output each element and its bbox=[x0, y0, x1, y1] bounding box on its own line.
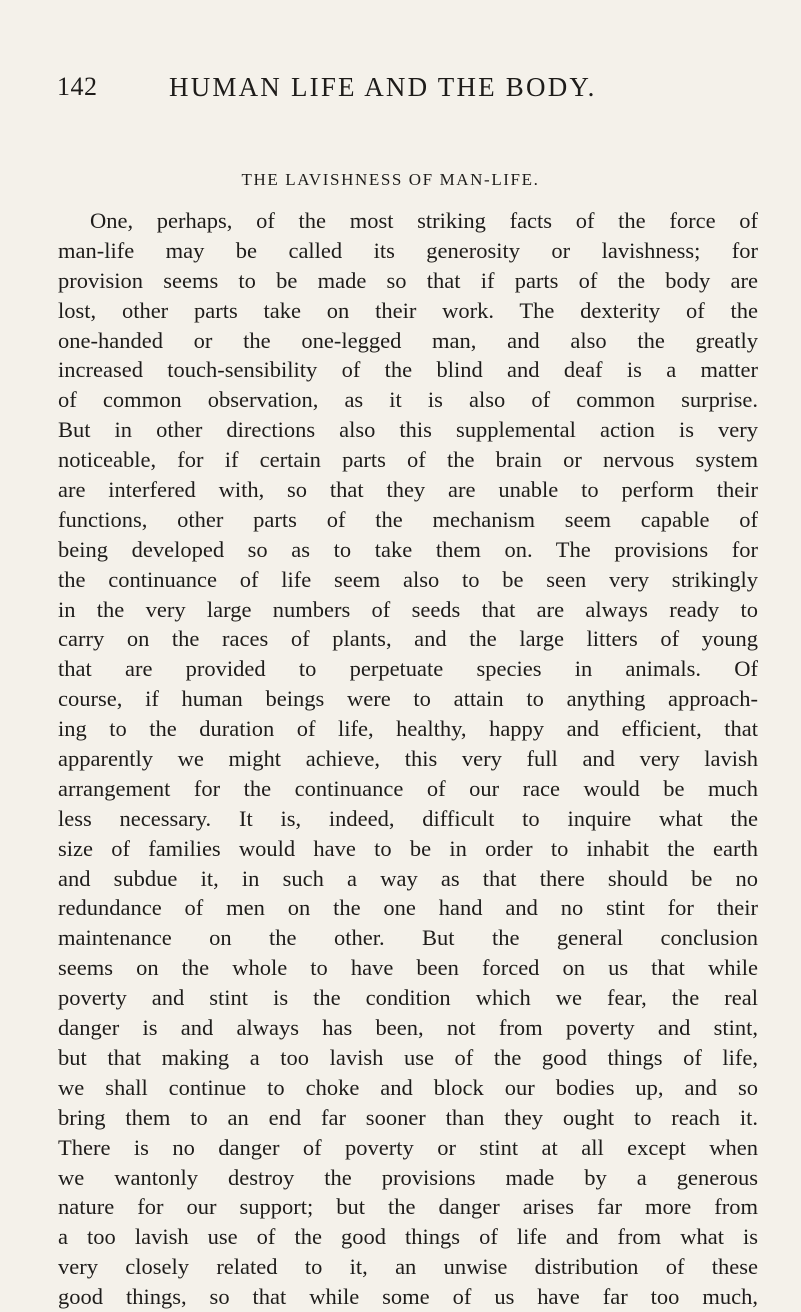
text-line: poverty and stint is the condition which we fear, the real bbox=[58, 985, 758, 1011]
running-title: HUMAN LIFE AND THE BODY. bbox=[169, 72, 597, 102]
text-line: course, if human beings were to attain to anything approach- bbox=[58, 686, 758, 712]
text-line: But in other directions also this supplemental action is very bbox=[58, 417, 758, 443]
text-line: that are provided to perpetuate species in animals. Of bbox=[58, 656, 758, 682]
text-line: bring them to an end far sooner than they ought to reach it. bbox=[58, 1104, 758, 1130]
text-line: and subdue it, in such a way as that there should be no bbox=[58, 865, 758, 891]
text-line: redundance of men on the one hand and no stint for their bbox=[58, 895, 758, 921]
text-line: being developed so as to take them on. The provisions for bbox=[58, 536, 758, 562]
body-paragraph bbox=[58, 206, 758, 1312]
text-line: good things, so that while some of us have far too much, bbox=[58, 1284, 758, 1310]
text-line: lost, other parts take on their work. The dexterity of the bbox=[58, 297, 758, 323]
text-line: are interfered with, so that they are unable to perform their bbox=[58, 477, 758, 503]
text-line: man-life may be called its generosity or lavishness; for bbox=[58, 237, 758, 263]
text-line: arrangement for the continuance of our race would be much bbox=[58, 775, 758, 801]
text-line: One, perhaps, of the most striking facts of the force of bbox=[90, 208, 758, 233]
page-number: 142 bbox=[57, 72, 98, 101]
text-line: noticeable, for if certain parts of the brain or nervous system bbox=[58, 447, 758, 473]
text-line: but that making a too lavish use of the good things of life, bbox=[58, 1044, 758, 1070]
text-line: less necessary. It is, indeed, difficult to inquire what the bbox=[58, 805, 758, 831]
section-heading: THE LAVISHNESS OF MAN-LIFE. bbox=[241, 170, 540, 189]
text-line: a too lavish use of the good things of life and from what is bbox=[58, 1224, 758, 1250]
text-line: size of families would have to be in order to inhabit the earth bbox=[58, 835, 758, 861]
text-line: very closely related to it, an unwise distribution of these bbox=[58, 1254, 758, 1280]
text-line: functions, other parts of the mechanism seem capable of bbox=[58, 506, 758, 532]
text-line: we shall continue to choke and block our bodies up, and so bbox=[58, 1074, 758, 1100]
text-line: nature for our support; but the danger arises far more from bbox=[58, 1194, 758, 1220]
text-line: There is no danger of poverty or stint at all except when bbox=[58, 1134, 758, 1160]
text-line: of common observation, as it is also of common surprise. bbox=[58, 387, 758, 413]
text-line: the continuance of life seem also to be seen very strikingly bbox=[58, 566, 758, 592]
text-line: increased touch-sensibility of the blind and deaf is a matter bbox=[58, 357, 758, 383]
running-header bbox=[57, 72, 757, 112]
text-line: carry on the races of plants, and the large litters of young bbox=[58, 626, 758, 652]
text-line: seems on the whole to have been forced on us that while bbox=[58, 955, 758, 981]
text-line: ing to the duration of life, healthy, happy and efficient, that bbox=[58, 716, 758, 742]
text-line: in the very large numbers of seeds that are always ready to bbox=[58, 596, 758, 622]
text-line: maintenance on the other. But the general conclusion bbox=[58, 925, 758, 951]
text-line: danger is and always has been, not from poverty and stint, bbox=[58, 1015, 758, 1041]
text-line: provision seems to be made so that if parts of the body are bbox=[58, 267, 758, 293]
text-line: we wantonly destroy the provisions made by a generous bbox=[58, 1164, 758, 1190]
text-line: one-handed or the one-legged man, and also the greatly bbox=[58, 327, 758, 353]
text-line: apparently we might achieve, this very full and very lavish bbox=[58, 746, 758, 772]
